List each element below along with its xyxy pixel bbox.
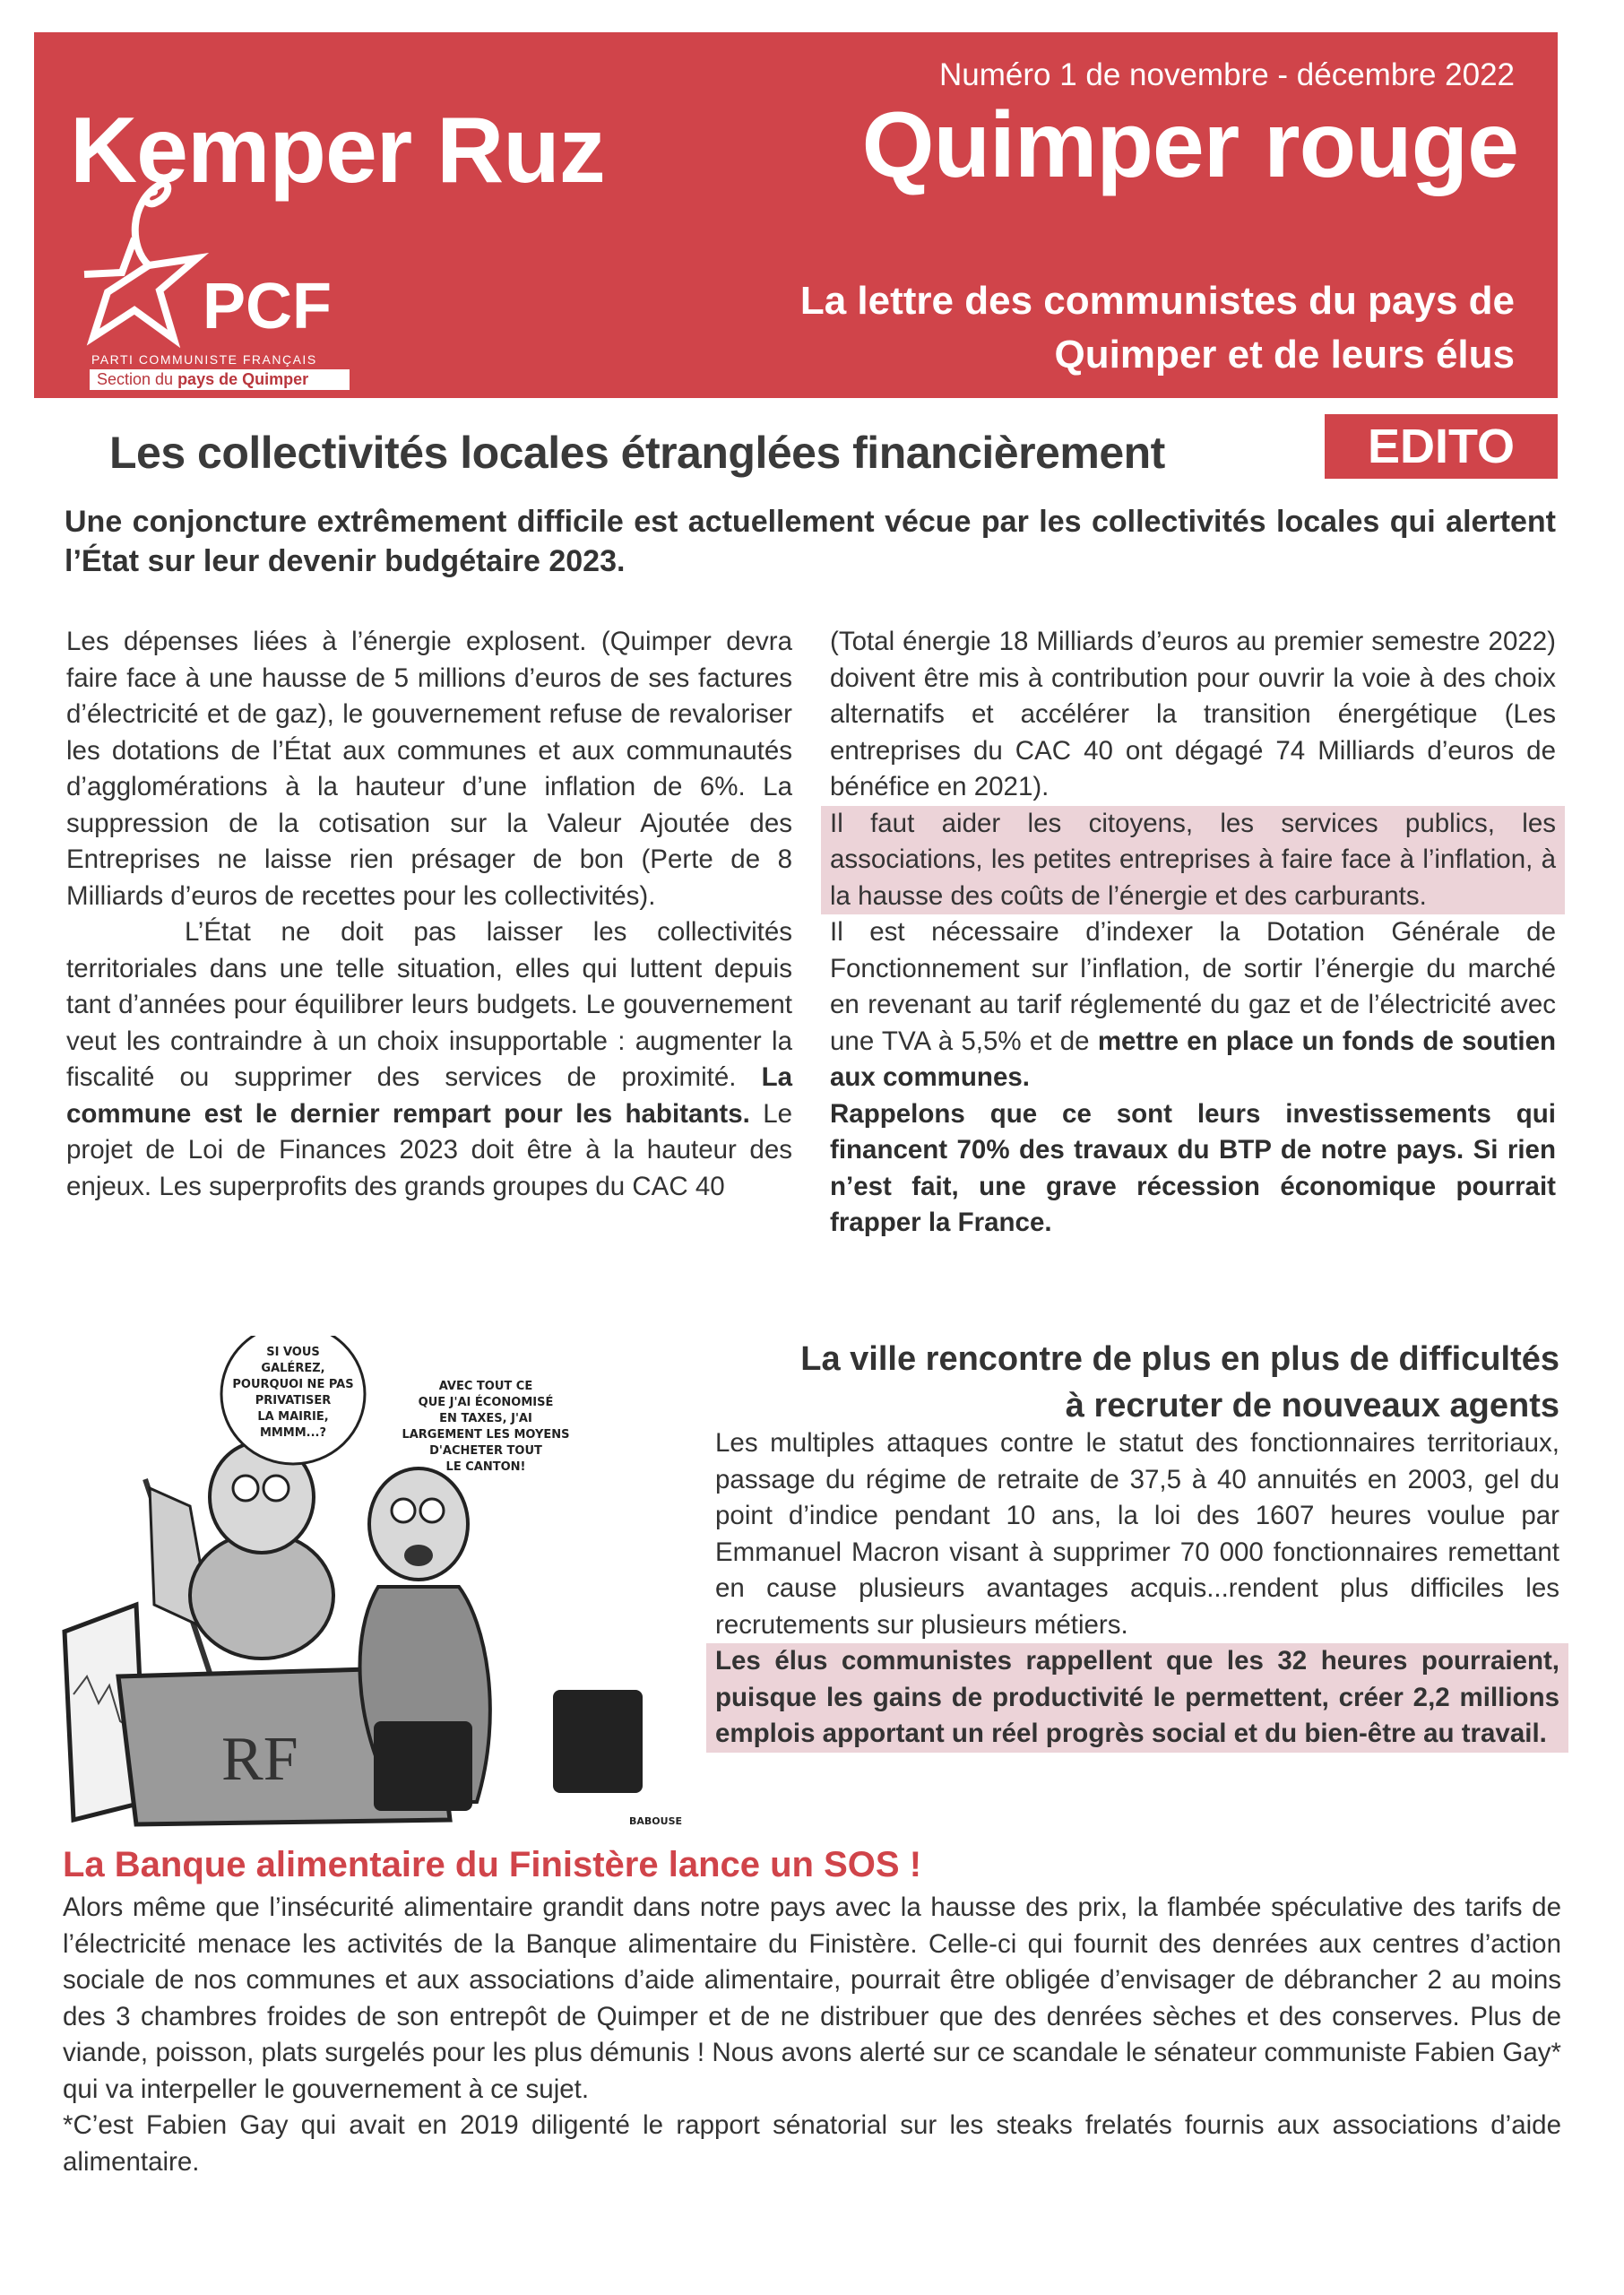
- recruitment-paragraph: Les multiples attaques contre le statut des fonctionnaires territoriaux, passage du régime de retraite de 37,5 à 40 annuités en 2003, gel du point d’indice pendant 10 ans, la loi des 1607 heures voulue par Emmanuel Macron visant à supprimer 70 000 fonctionnaires remettant en cause plusieurs avantages acquis...rendent plus difficiles les recrutements sur plusieurs métiers.: [715, 1428, 1559, 1640]
- recruitment-headline-line-2: à recruter de nouveaux agents: [1065, 1387, 1559, 1425]
- edito-paragraph: Les dépenses liées à l’énergie explosent. (Quimper devra faire face à une hausse de 5 millions d’euros de ses factures d’électricité et de gaz), le gouvernement refuse de revaloriser les dotations de l’État aux communes et aux communautés d’agglomérations à la hauteur d’une inflation de 6%. La suppression de la cotisation sur la Valeur Ajoutée des Entreprises ne laisse rien présager de bon (Perte de 8 Milliards d’euros de recettes pour les collectivités).: [66, 627, 792, 911]
- bubble-right-line: D'ACHETER TOUT: [429, 1444, 542, 1458]
- bold-text-run: La commune est le dernier rempart pour les habitants.: [66, 1062, 792, 1129]
- recruitment-headline-line-1: La ville rencontre de plus en plus de difficultés: [800, 1340, 1559, 1378]
- recruitment-headline: [800, 1336, 1559, 1429]
- cartoon-illustration: [56, 1336, 701, 1838]
- text-run: Il est nécessaire d’indexer la Dotation Générale de Fonctionnement sur l’inflation, de sortir l’énergie du marché en revenant au tarif réglementé du gaz et de l’électricité avec une TVA à 5,5% et de: [830, 917, 1556, 1056]
- briefcase-shape: [553, 1690, 643, 1793]
- sos-headline: La Banque alimentaire du Finistère lance un SOS !: [63, 1845, 922, 1884]
- edito-column-right: [830, 624, 1556, 1242]
- bubble-right-line: LARGEMENT LES MOYENS: [402, 1428, 570, 1442]
- masthead-title: Quimper rouge: [861, 93, 1518, 197]
- desk-label: RF: [221, 1725, 298, 1794]
- edito-badge: EDITO: [1325, 414, 1558, 479]
- highlighted-paragraph: Il faut aider les citoyens, les services publics, les associations, les petites entreprises à faire face à l’inflation, à la hausse des coûts de l’énergie et des carburants.: [821, 806, 1565, 915]
- bubble-right-line: EN TAXES, J'AI: [439, 1412, 532, 1425]
- bubble-left-line: POURQUOI NE PAS: [232, 1378, 354, 1391]
- party-name: PARTI COMMUNISTE FRANÇAIS: [91, 352, 317, 367]
- tagline: [800, 274, 1515, 382]
- issue-number: Numéro 1 de novembre - décembre 2022: [938, 57, 1515, 92]
- bubble-right-line: LE CANTON!: [445, 1460, 526, 1474]
- edito-paragraph: [66, 914, 792, 1205]
- masthead-title-breton: Kemper Ruz: [70, 99, 605, 203]
- bold-text-run: Rappelons que ce sont leurs investissements qui financent 70% des travaux du BTP de notre pays. Si rien n’est fait, une grave récession économique pourrait frapper la France.: [830, 1098, 1556, 1237]
- sos-footnote: *C’est Fabien Gay qui avait en 2019 diligenté le rapport sénatorial sur les steaks frelatés fournis aux associations d’aide alimentaire.: [63, 2110, 1561, 2177]
- edito-lead: Une conjoncture extrêmement difficile est actuellement vécue par les collectivités locales qui alertent l’État sur leur devenir budgétaire 2023.: [65, 505, 1556, 578]
- bold-text-run: mettre en place un fonds de soutien aux communes.: [830, 1026, 1556, 1092]
- bubble-right-line: AVEC TOUT CE: [438, 1380, 533, 1393]
- bubble-left-line: PRIVATISER: [255, 1394, 332, 1407]
- cartoon-signature: BABOUSE: [629, 1815, 683, 1827]
- recruitment-body: [715, 1425, 1559, 1753]
- edito-paragraph: [830, 914, 1556, 1096]
- tagline-line-2: Quimper et de leurs élus: [1054, 333, 1515, 377]
- masthead-banner: [34, 32, 1558, 398]
- bubble-left-line: MMMM...?: [259, 1426, 327, 1440]
- tagline-line-1: La lettre des communistes du pays de: [799, 279, 1515, 323]
- bubble-left-line: LA MAIRIE,: [257, 1410, 329, 1424]
- edito-headline: Les collectivités locales étranglées financièrement: [109, 428, 1165, 478]
- bubble-left-line: SI VOUS: [266, 1346, 320, 1359]
- pcf-star-icon: [66, 176, 210, 355]
- edito-paragraph: [830, 1096, 1556, 1242]
- pcf-acronym: PCF: [203, 271, 332, 342]
- edito-paragraph: (Total énergie 18 Milliards d’euros au premier semestre 2022) doivent être mis à contribution pour ouvrir la voie à des choix alternatifs et accélérer la transition énergétique (Les entreprises du CAC 40 ont dégagé 74 Milliards d’euros de bénéfice en 2021).: [830, 627, 1556, 801]
- bubble-right-line: QUE J'AI ÉCONOMISÉ: [418, 1396, 554, 1409]
- text-run: L’État ne doit pas laisser les collectivités territoriales dans une telle situation, elles qui luttent depuis tant d’années pour équilibrer leurs budgets. Le gouvernement veut les contraindre à un choix insupportable : augmenter la fiscalité ou supprimer des services de proximité.: [66, 917, 792, 1092]
- section-name: pays de Quimper: [177, 370, 309, 388]
- highlighted-paragraph: Les élus communistes rappellent que les 32 heures pourraient, puisque les gains de productivité le permettent, créer 2,2 millions emplois apportant un réel progrès social et du bien-être au travail.: [706, 1643, 1568, 1753]
- edito-column-left: [66, 624, 792, 1205]
- sos-body: [63, 1890, 1561, 2180]
- sos-paragraph: Alors même que l’insécurité alimentaire grandit dans notre pays avec la hausse des prix, la flambée spéculative des tarifs de l’électricité menace les activités de la Banque alimentaire du Finistère. Celle-ci qui fournit des denrées aux centres d’action sociale de nos communes et aux associations d’aide alimentaire, pourrait être obligée d’envisager de débrancher 2 au moins des 3 chambres froides de son entrepôt de Quimper et de ne distribuer que des denrées sèches et des conserves. Plus de viande, poisson, plats surgelés pour les plus démunis ! Nous avons alerté sur ce scandale le sénateur communiste Fabien Gay* qui va interpeller le gouvernement à ce sujet.: [63, 1892, 1561, 2104]
- section-prefix: Section du: [97, 370, 178, 388]
- text-run: Le projet de Loi de Finances 2023 doit être à la hauteur des enjeux. Les superprofits des grands groupes du CAC 40: [66, 1098, 793, 1201]
- bubble-left-line: GALÉREZ,: [261, 1362, 325, 1375]
- section-label: [90, 369, 350, 390]
- briefcase-shape: [374, 1721, 472, 1811]
